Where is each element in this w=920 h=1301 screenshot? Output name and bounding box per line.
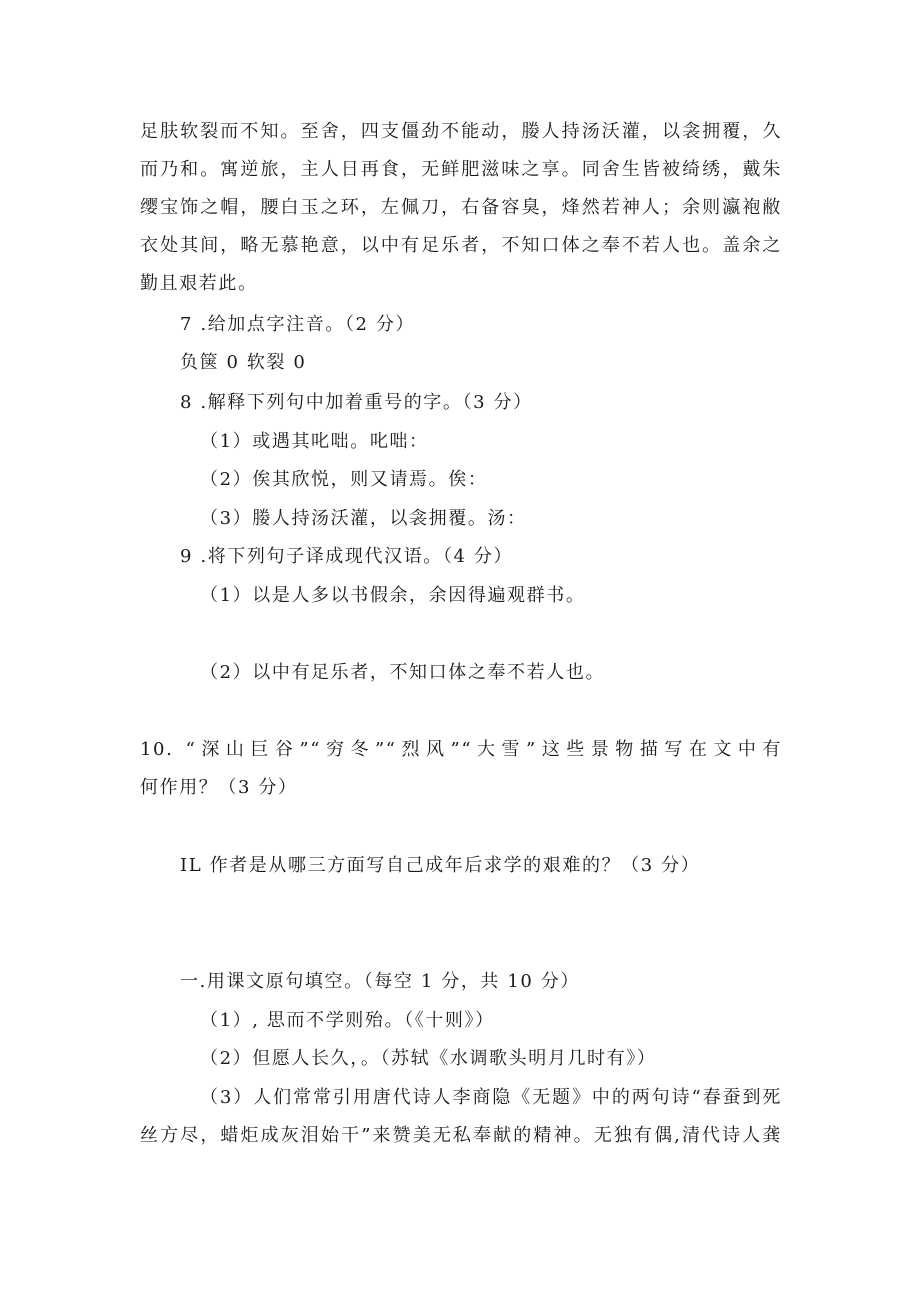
- section-item-3: （3）人们常常引用唐代诗人李商隐《无题》中的两句诗“春蚕到死: [200, 1087, 782, 1108]
- section-item-3-continuation: 丝方尽，蜡炬成灰泪始干”来赞美无私奉献的精神。无独有偶,清代诗人龚: [140, 1125, 782, 1146]
- question-11: IL 作者是从哪三方面写自己成年后求学的艰难的？（3 分）: [180, 855, 701, 876]
- passage-line-5: 勤且艰若此。: [140, 273, 258, 294]
- question-9-item-2: （2）以中有足乐者，不知口体之奉不若人也。: [200, 662, 606, 683]
- question-8-item-3: （3）媵人持汤沃灌，以衾拥覆。汤：: [200, 508, 527, 529]
- question-8-item-1: （1）或遇其叱咄。叱咄：: [200, 431, 429, 452]
- section-item-2: （2）但愿人长久，。（苏轼《水调歌头明月几时有》）: [200, 1048, 657, 1069]
- question-8-title: 8 .解释下列句中加着重号的字。（3 分）: [180, 392, 533, 413]
- question-9-title: 9 .将下列句子译成现代汉语。（4 分）: [180, 546, 514, 567]
- question-7-title: 7 .给加点字注音。（2 分）: [180, 314, 416, 335]
- question-7-answer-line: 负箧 0 软裂 0: [180, 352, 307, 373]
- question-10-line-1: 10. “深山巨谷”“穷冬”“烈风”“大雪”这些景物描写在文中有: [140, 739, 782, 760]
- question-9-item-1: （1）以是人多以书假余，余因得遍观群书。: [200, 585, 586, 606]
- section-title: 一.用课文原句填空。（每空 1 分，共 10 分）: [180, 971, 580, 992]
- passage-line-3: 缨宝饰之帽，腰白玉之环，左佩刀，右备容臭，烽然若神人；余则瀛袍敝: [140, 197, 782, 218]
- passage-line-4: 衣处其间，略无慕艳意，以中有足乐者，不知口体之奉不若人也。盖余之: [140, 235, 782, 256]
- passage-line-2: 而乃和。寓逆旅，主人日再食，无鲜肥滋味之享。同舍生皆被绮绣，戴朱: [140, 159, 782, 180]
- question-10-line-2: 何作用？（3 分）: [140, 777, 298, 798]
- section-item-1: （1）, 思而不学则殆。（《十则》）: [200, 1010, 495, 1031]
- question-8-item-2: （2）俟其欣悦，则又请焉。俟：: [200, 469, 488, 490]
- passage-line-1: 足肤软裂而不知。至舍，四支僵劲不能动，媵人持汤沃灌，以衾拥覆，久: [140, 121, 782, 142]
